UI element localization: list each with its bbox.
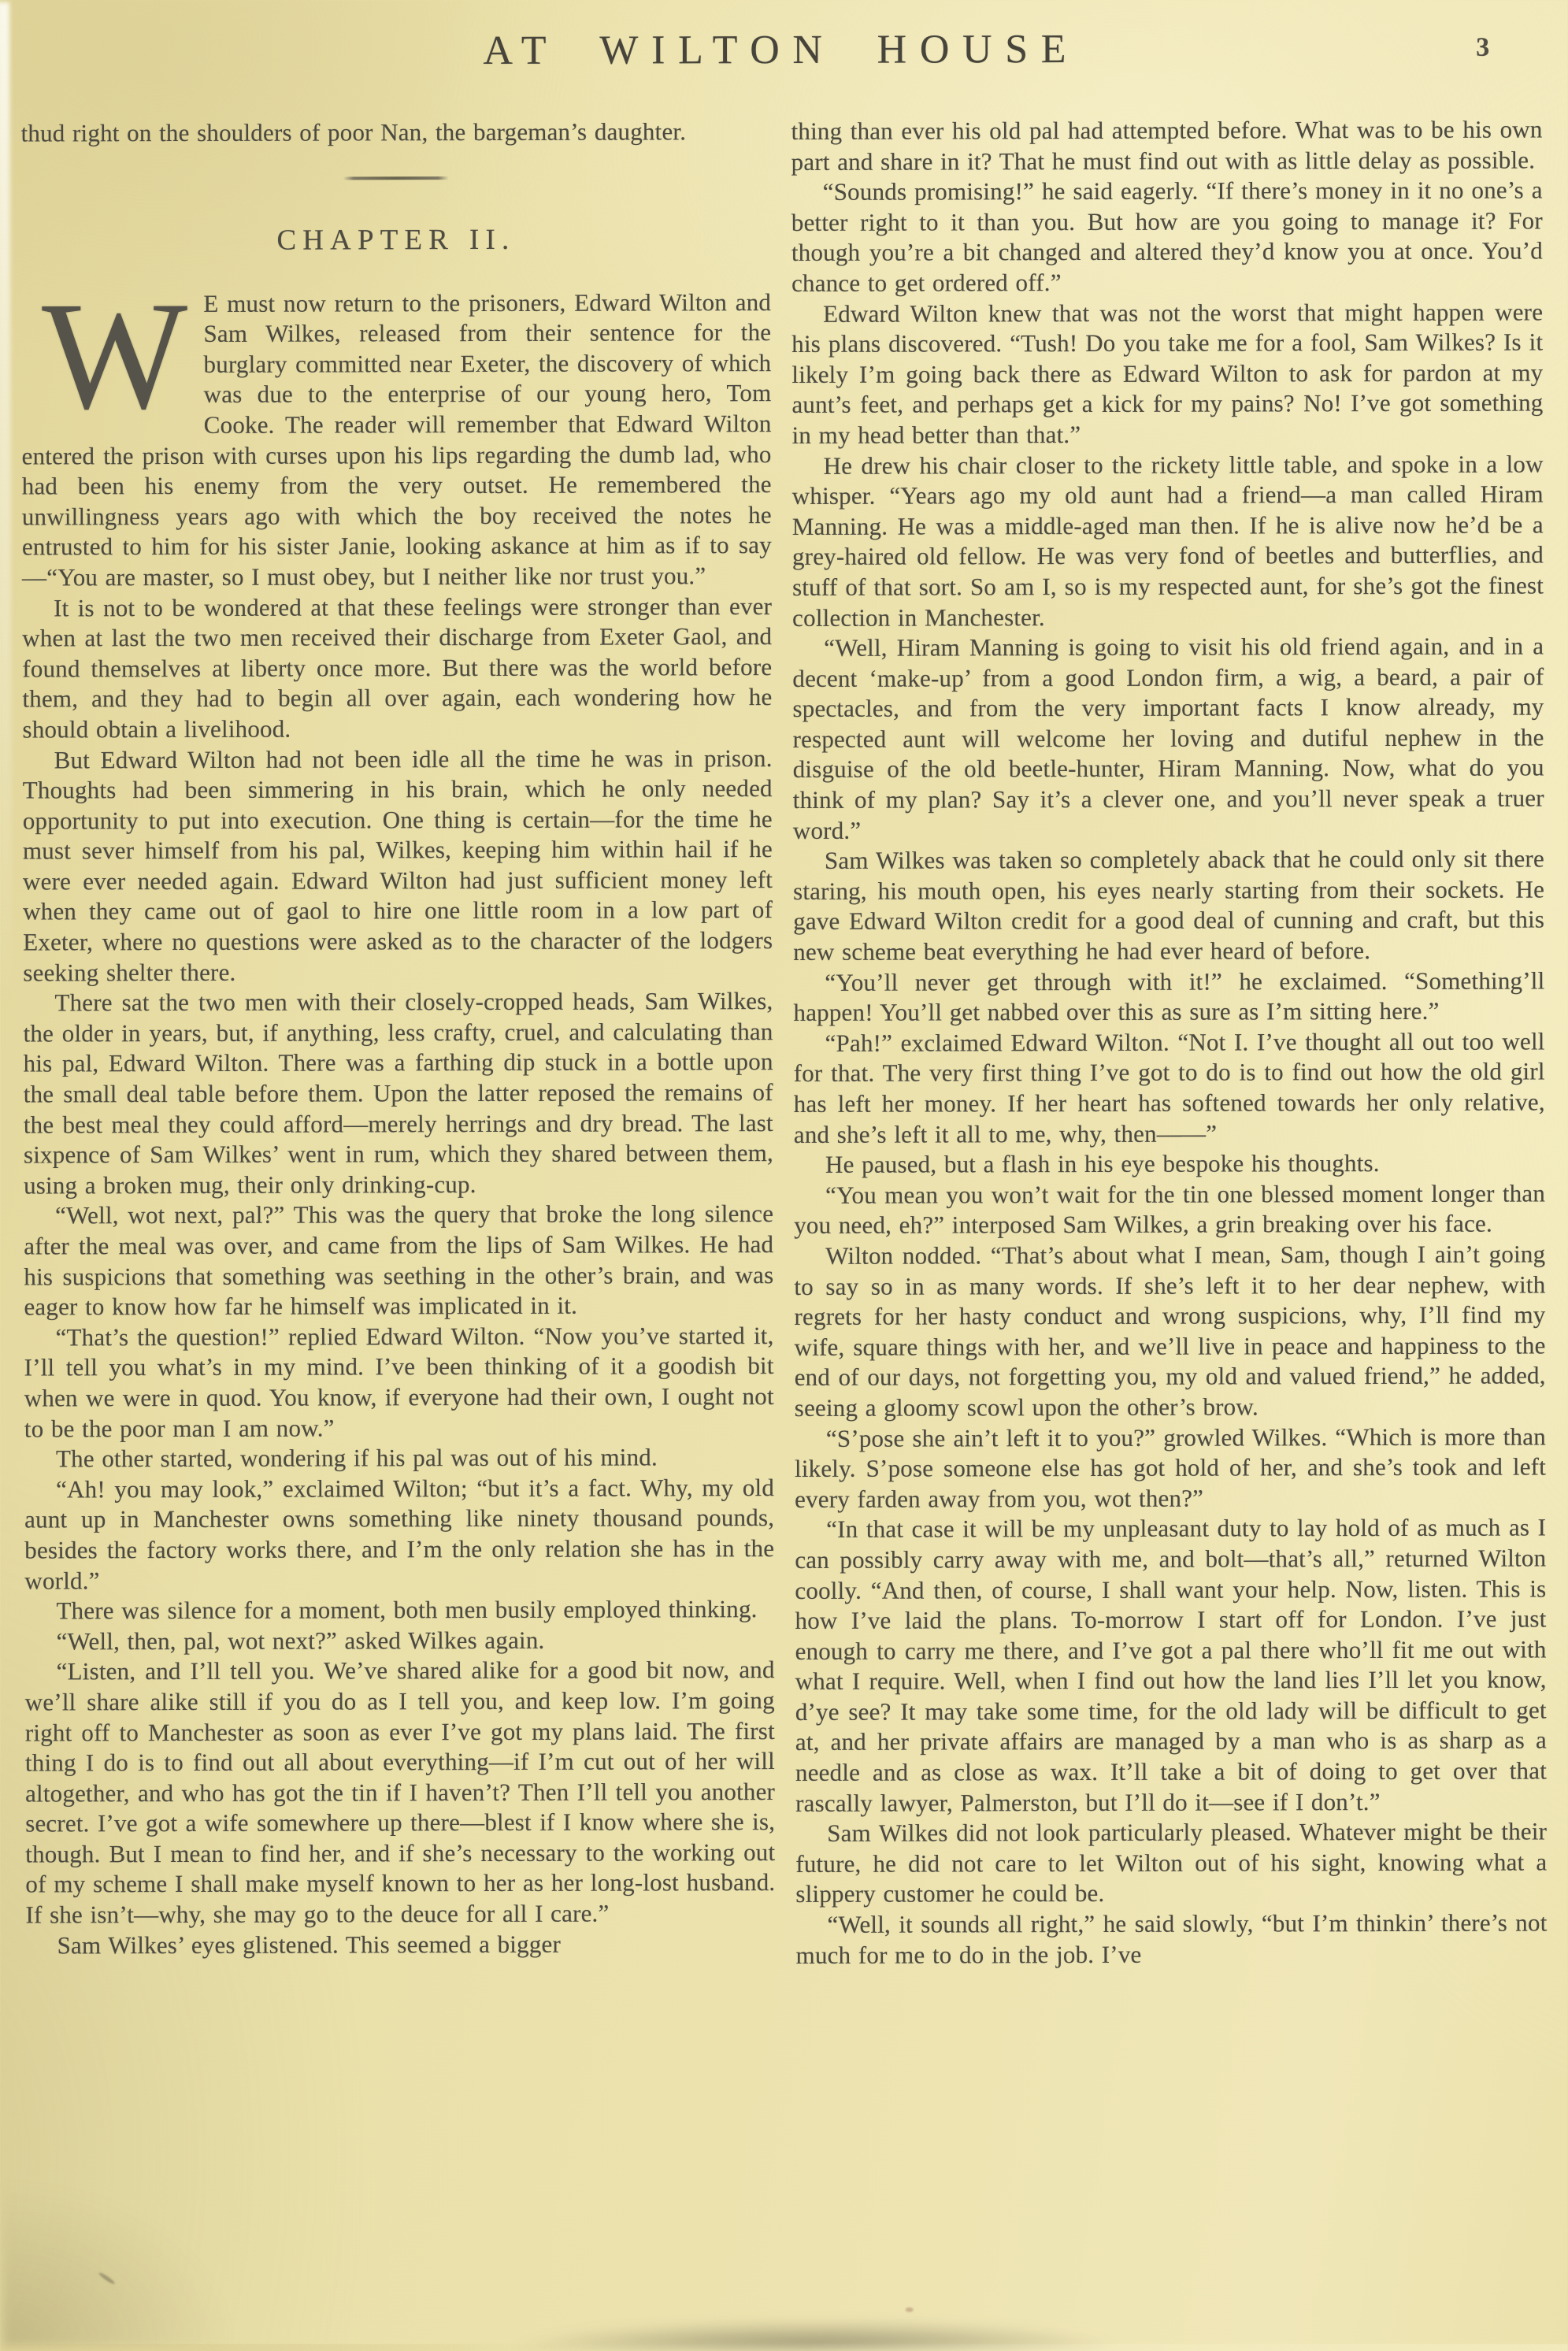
paragraph-continuation: thud right on the shoulders of poor Nan, the bargeman’s daughter.: [20, 117, 687, 147]
paragraph: “Pah!” exclaimed Edward Wilton. “Not I. I’ve thought all out too well for that. The very first thing I’ve got to do is to find out how the old girl has left her money. If her heart has softened towards her only relative, and she’s left it all to me, why, then——”: [793, 1027, 1545, 1148]
scan-edge-light: [0, 2, 13, 1184]
page-header-title: AT WILTON HOUSE: [483, 27, 1080, 73]
paragraph: There sat the two men with their closely-cropped heads, Sam Wilkes, the older in years, but, if anything, less crafty, cruel, and calculating than his pal, Edward Wilton. There was a farthing dip stuck in a bottle upon the small deal table before them. Upon the latter reposed the remains of the best meal they could afford—merely herrings and dry bread. The last sixpence of Sam Wilkes’ went in rum, which they shared between them, using a broken mug, their only drinking-cup.: [23, 987, 773, 1200]
paragraph: It is not to be wondered at that these feelings were stronger than ever when at last the two men received their discharge from Exeter Gaol, and found themselves at liberty once more. But there was the world before them, and they had to begin all over again, each wondering how he should obtain a livelihood.: [22, 591, 773, 743]
paragraph: The other started, wondering if his pal was out of his mind.: [55, 1443, 658, 1473]
scan-corner-shade: [2, 2109, 334, 2346]
text-column-left: [20, 117, 775, 1961]
paragraph: Edward Wilton knew that was not the worst that might happen were his plans discovered. “Tush! Do you take me for a fool, Sam Wilkes? Is it likely I’m going back there as Edward Wilton to ask for pardon at my aunt’s feet, and perhaps get a kick for my pains? No! I’ve got something in my head better than that.”: [791, 298, 1544, 449]
drop-cap-initial: W: [41, 269, 188, 442]
chapter-heading: CHAPTER II.: [276, 223, 516, 257]
paragraph: “Sounds promising!” he said eagerly. “If there’s money in it no one’s a better right to it than you. But how are you going to manage it? For though you’re a bit changed and altered they’d know you at once. You’d chance to get ordered off.”: [791, 176, 1543, 297]
page-number: 3: [1476, 32, 1490, 62]
paragraph: “Well, wot next, pal?” This was the query that broke the long silence after the meal was over, and came from the lips of Sam Wilkes. He had his suspicions that something was seething in the other’s brain, and was eager to know how far he himself was implicated in it.: [24, 1200, 774, 1321]
section-divider: [343, 176, 449, 180]
paragraph: But Edward Wilton had not been idle all the time he was in prison. Thoughts had been simmering in his brain, which he only needed opportunity to put into execution. One thing is certain—for the time he must sever himself from his pal, Wilkes, keeping him within hail if he were ever needed again. Edward Wilton had just sufficient money left when they came out of gaol to hire one little room in a low part of Exeter, where no questions were asked as to the character of the lodgers seeking shelter there.: [22, 743, 773, 987]
paragraph: “Listen, and I’ll tell you. We’ve shared alike for a good bit now, and we’ll share alike still if you do as I tell you, and keep low. I’m going right off to Manchester as soon as ever I’ve got my plans laid. The first thing I do is to find out all about everything—if I’m cut out of her will altogether, and who has got the tin if I haven’t? Then I’ll tell you another secret. I’ve got a wife somewhere up there—blest if I know where she is, though. But I mean to find her, and if she’s necessary to the working out of my scheme I shall make myself known to her as her long-lost husband. If she isn’t—why, she may go to the deuce for all I care.”: [24, 1656, 776, 1929]
paragraph: “In that case it will be my unpleasant duty to lay hold of as much as I can possibly carry away with me, and bolt—that’s all,” returned Wilton coolly. “And then, of course, I shall want your help. Now, listen. This is how I’ve laid the plans. To-morrow I start off for London. I’ve just enough to carry me there, and I’ve got a pal there who’ll fit me out with what I require. Well, when I find out how the land lies I’ll let you know, d’ye see? It may take some time, for the old lady will be difficult to get at, and her private affairs are managed by a man who is as sharp as a needle and as close as wax. It’ll take a bit of doing to get over that rascally lawyer, Palmerston, but I’ll do it—see if I don’t.”: [795, 1513, 1548, 1817]
paragraph: He paused, but a flash in his eye bespoke his thoughts.: [825, 1149, 1380, 1179]
paragraph: “Ah! you may look,” exclaimed Wilton; “but it’s a fact. Why, my old aunt up in Manchester owns something like ninety thousand pounds, besides the factory works there, and I’m the only relation she has in the world.”: [24, 1473, 775, 1595]
paragraph: Sam Wilkes did not look particularly pleased. Whatever might be their future, he did not care to let Wilton out of his sight, knowing what a slippery customer he could be.: [795, 1817, 1548, 1908]
paragraph: “You mean you won’t wait for the tin one blessed moment longer than you need, eh?” interposed Sam Wilkes, a grin breaking over his face.: [794, 1179, 1546, 1240]
paper-speck: [906, 2308, 914, 2312]
paragraph: Wilton nodded. “That’s about what I mean, Sam, though I ain’t going to say so in as many words. If she’s left it to her dear nephew, with regrets for her hasty conduct and wrong suspicions, why, I’ll find my wife, square things with her, and we’ll live in peace and happiness to the end of our days, not forgetting you, my old and valued friend,” he added, seeing a gloomy scowl upon the other’s brow.: [794, 1240, 1546, 1422]
paragraph: “You’ll never get through with it!” he exclaimed. “Something’ll happen! You’ll get nabbed over this as sure as I’m sitting here.”: [793, 966, 1545, 1027]
paragraph-continuation: thing than ever his old pal had attempted before. What was to be his own part and share in it? That he must find out with as little delay as possible.: [791, 115, 1543, 176]
paragraph-dropcap: W E must now return to the prisoners, Edward Wilton and Sam Wilkes, released from their sentence for the burglary committed near Exeter, the discovery of which was due to the enterprise of our young hero, Tom Cooke. The reader will remember that Edward Wilton entered the prison with curses upon his lips regarding the dumb lad, who had been his enemy from the very outset. He remembered the unwillingness years ago with which the boy received the notes he entrusted to him for his sister Janie, looking askance at him as if to say—“You are master, so I must obey, but I neither like nor trust you.”: [21, 269, 772, 591]
paragraph: “Well, Hiram Manning is going to visit his old friend again, and in a decent ‘make-up’ from a good London firm, a wig, a beard, a pair of spectacles, and from the very important facts I know already, my respected aunt will welcome her loving and dutiful nephew in the disguise of the old beetle-hunter, Hiram Manning. Now, what do you think of my plan? Say it’s a clever one, and you’ll never speak a truer word.”: [792, 632, 1544, 844]
paragraph: There was silence for a moment, both men busily employed thinking.: [56, 1595, 758, 1625]
paragraph: “Well, then, pal, wot next?” asked Wilkes again.: [56, 1626, 545, 1656]
text-column-right: [791, 114, 1547, 1971]
paragraph: “Well, it sounds all right,” he said slowly, “but I’m thinkin’ there’s not much for me to do in the job. I’ve: [795, 1908, 1548, 1969]
paragraph: “S’pose she ain’t left it to you?” growled Wilkes. “Which is more than likely. S’pose someone else has got hold of her, and she’s took and left every farden away from you, wot then?”: [794, 1422, 1547, 1513]
paragraph: He drew his chair closer to the rickety little table, and spoke in a low whisper. “Years ago my old aunt had a friend—a man called Hiram Manning. He was a middle-aged man then. If he is alive now he’d be a grey-haired old fellow. He was very fond of beetles and butterflies, and stuff of that sort. So am I, so is my respected aunt, for she’s got the finest collection in Manchester.: [791, 450, 1544, 632]
paragraph: Sam Wilkes was taken so completely aback that he could only sit there staring, his mouth open, his eyes nearly starting from their sockets. He gave Edward Wilton credit for a good deal of cunning and craft, but this new scheme beat everything he had ever heard of before.: [793, 844, 1545, 966]
paragraph: Sam Wilkes’ eyes glistened. This seemed a bigger: [57, 1930, 562, 1960]
paragraph: “That’s the question!” replied Edward Wilton. “Now you’ve started it, I’ll tell you what’s in my mind. I’ve been thinking of it a goodish bit when we were in quod. You know, if everyone had their own, I ought not to be the poor man I am now.”: [24, 1321, 774, 1443]
scan-bottom-smudge: [428, 2307, 1200, 2350]
